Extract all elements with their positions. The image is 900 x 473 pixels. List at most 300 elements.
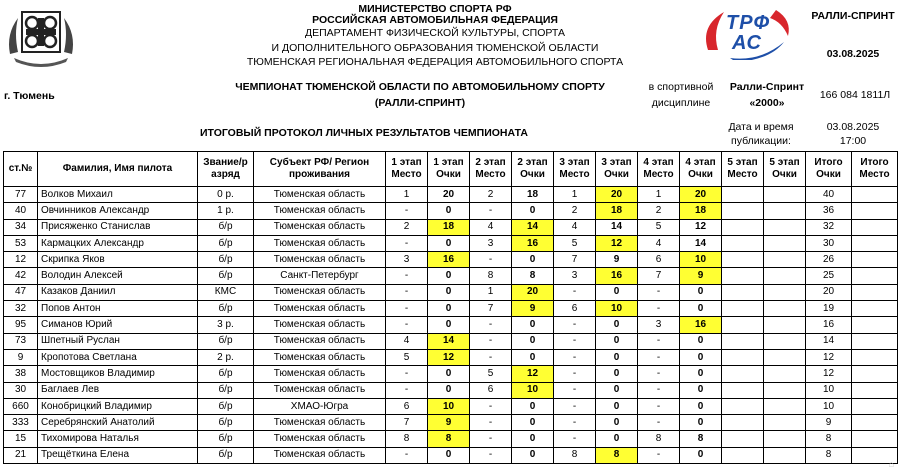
cell-stage3-place: 2 — [554, 203, 596, 219]
discipline-code: 166 084 1811Л — [819, 89, 891, 101]
cell-region: Тюменская область — [254, 333, 386, 349]
cell-stage4-place: 3 — [638, 317, 680, 333]
cell-pilot-name: Кармацких Александр — [38, 235, 198, 251]
cell-stage4-place: 8 — [638, 431, 680, 447]
cell-total-place — [852, 317, 898, 333]
cell-stage3-points: 0 — [596, 333, 638, 349]
table-header-row — [4, 152, 898, 187]
cell-rank: б/р — [198, 268, 254, 284]
cell-stage2-points: 0 — [512, 317, 554, 333]
cell-stage4-place: - — [638, 382, 680, 398]
cell-stage3-points: 0 — [596, 366, 638, 382]
cell-stage4-place: - — [638, 333, 680, 349]
cell-stage4-points: 0 — [680, 366, 722, 382]
col-stage4-points: 4 этап Очки — [680, 152, 722, 187]
cell-stage4-points: 8 — [680, 431, 722, 447]
cell-region: Тюменская область — [254, 317, 386, 333]
cell-stage3-place: - — [554, 398, 596, 414]
cell-stage4-points: 0 — [680, 398, 722, 414]
cell-rank: б/р — [198, 252, 254, 268]
cell-pilot-name: Симанов Юрий — [38, 317, 198, 333]
cell-stage2-points: 18 — [512, 187, 554, 203]
cell-stage4-points: 0 — [680, 284, 722, 300]
cell-stage5-points — [764, 431, 806, 447]
cell-stage4-place: 4 — [638, 235, 680, 251]
logo-text-top: ТРФ — [726, 12, 771, 34]
cell-region: Тюменская область — [254, 349, 386, 365]
cell-start-number: 333 — [4, 415, 38, 431]
watermark: ⌂ — [888, 459, 894, 469]
cell-total-points: 14 — [806, 333, 852, 349]
cell-stage2-points: 0 — [512, 431, 554, 447]
cell-stage2-place: 1 — [470, 284, 512, 300]
cell-stage2-points: 0 — [512, 447, 554, 463]
cell-stage5-place — [722, 187, 764, 203]
cell-region: Тюменская область — [254, 187, 386, 203]
cell-stage5-points — [764, 235, 806, 251]
cell-stage3-points: 0 — [596, 415, 638, 431]
cell-stage2-points: 10 — [512, 382, 554, 398]
cell-stage1-points: 9 — [428, 415, 470, 431]
cell-rank: б/р — [198, 447, 254, 463]
cell-region: Тюменская область — [254, 252, 386, 268]
cell-stage2-place: 6 — [470, 382, 512, 398]
cell-stage3-points: 16 — [596, 268, 638, 284]
cell-stage3-place: 3 — [554, 268, 596, 284]
cell-stage5-place — [722, 203, 764, 219]
cell-pilot-name: Тихомирова Наталья — [38, 431, 198, 447]
cell-rank: 0 р. — [198, 187, 254, 203]
table-row — [4, 382, 898, 398]
cell-stage1-points: 0 — [428, 203, 470, 219]
cell-stage4-place: - — [638, 415, 680, 431]
col-stage5-place: 5 этап Место — [722, 152, 764, 187]
cell-start-number: 34 — [4, 219, 38, 235]
cell-total-points: 16 — [806, 317, 852, 333]
cell-region: Тюменская область — [254, 203, 386, 219]
cell-stage3-place: - — [554, 366, 596, 382]
cell-region: Тюменская область — [254, 366, 386, 382]
cell-pilot-name: Волков Михаил — [38, 187, 198, 203]
cell-stage4-points: 0 — [680, 415, 722, 431]
cell-stage4-points: 18 — [680, 203, 722, 219]
cell-start-number: 12 — [4, 252, 38, 268]
cell-stage4-points: 12 — [680, 219, 722, 235]
cell-start-number: 47 — [4, 284, 38, 300]
cell-start-number: 15 — [4, 431, 38, 447]
cell-stage5-points — [764, 447, 806, 463]
cell-stage2-place: 5 — [470, 366, 512, 382]
cell-stage4-points: 0 — [680, 333, 722, 349]
table-row — [4, 268, 898, 284]
table-row — [4, 301, 898, 317]
cell-stage3-points: 20 — [596, 187, 638, 203]
cell-stage5-points — [764, 382, 806, 398]
cell-stage1-place: - — [386, 366, 428, 382]
cell-stage3-place: - — [554, 284, 596, 300]
table-row — [4, 333, 898, 349]
cell-stage1-points: 18 — [428, 219, 470, 235]
cell-stage5-points — [764, 219, 806, 235]
cell-pilot-name: Серебрянский Анатолий — [38, 415, 198, 431]
cell-stage2-place: - — [470, 333, 512, 349]
cell-total-points: 8 — [806, 447, 852, 463]
cell-pilot-name: Мостовщиков Владимир — [38, 366, 198, 382]
cell-stage1-place: 2 — [386, 219, 428, 235]
cell-stage3-place: 4 — [554, 219, 596, 235]
cell-total-place — [852, 349, 898, 365]
col-stage4-place: 4 этап Место — [638, 152, 680, 187]
cell-stage2-points: 9 — [512, 301, 554, 317]
cell-start-number: 32 — [4, 301, 38, 317]
col-pilot-name: Фамилия, Имя пилота — [38, 152, 198, 187]
cell-stage5-points — [764, 317, 806, 333]
cell-total-place — [852, 219, 898, 235]
cell-stage1-place: - — [386, 317, 428, 333]
cell-stage5-place — [722, 219, 764, 235]
cell-rank: 1 р. — [198, 203, 254, 219]
cell-stage1-place: - — [386, 235, 428, 251]
cell-stage1-points: 0 — [428, 284, 470, 300]
header-regional-federation: ТЮМЕНСКАЯ РЕГИОНАЛЬНАЯ ФЕДЕРАЦИЯ АВТОМОБИЛЬНОГО СПОРТА — [246, 56, 624, 68]
cell-total-place — [852, 366, 898, 382]
cell-stage4-place: - — [638, 447, 680, 463]
col-stage1-place: 1 этап Место — [386, 152, 428, 187]
cell-total-points: 26 — [806, 252, 852, 268]
cell-stage2-place: 8 — [470, 268, 512, 284]
cell-stage3-place: 5 — [554, 235, 596, 251]
cell-pilot-name: Скрипка Яков — [38, 252, 198, 268]
cell-stage3-place: - — [554, 415, 596, 431]
cell-stage2-place: 7 — [470, 301, 512, 317]
cell-stage4-place: 1 — [638, 187, 680, 203]
cell-stage3-points: 0 — [596, 398, 638, 414]
cell-stage1-place: - — [386, 382, 428, 398]
cell-stage1-place: - — [386, 268, 428, 284]
cell-pilot-name: Шпетный Руслан — [38, 333, 198, 349]
cell-stage5-points — [764, 203, 806, 219]
cell-total-place — [852, 431, 898, 447]
cell-total-place — [852, 187, 898, 203]
col-stage3-points: 3 этап Очки — [596, 152, 638, 187]
cell-stage2-place: 2 — [470, 187, 512, 203]
cell-stage4-place: 7 — [638, 268, 680, 284]
cell-stage2-points: 8 — [512, 268, 554, 284]
cell-stage3-points: 10 — [596, 301, 638, 317]
cell-stage5-points — [764, 187, 806, 203]
cell-rank: б/р — [198, 398, 254, 414]
cell-start-number: 38 — [4, 366, 38, 382]
cell-stage5-place — [722, 447, 764, 463]
cell-rank: б/р — [198, 301, 254, 317]
cell-stage5-place — [722, 333, 764, 349]
cell-stage5-place — [722, 317, 764, 333]
cell-region: Тюменская область — [254, 415, 386, 431]
cell-stage3-place: 7 — [554, 252, 596, 268]
cell-stage1-place: 8 — [386, 431, 428, 447]
cell-stage1-place: 5 — [386, 349, 428, 365]
header-ministry: МИНИСТЕРСТВО СПОРТА РФ — [358, 3, 512, 15]
cell-region: Тюменская область — [254, 284, 386, 300]
cell-stage1-place: - — [386, 203, 428, 219]
cell-stage4-place: 2 — [638, 203, 680, 219]
cell-rank: б/р — [198, 382, 254, 398]
cell-region: Тюменская область — [254, 301, 386, 317]
cell-region: Тюменская область — [254, 235, 386, 251]
cell-stage5-place — [722, 366, 764, 382]
cell-stage2-points: 0 — [512, 252, 554, 268]
cell-pilot-name: Баглаев Лев — [38, 382, 198, 398]
cell-total-place — [852, 301, 898, 317]
cell-pilot-name: Попов Антон — [38, 301, 198, 317]
cell-stage2-place: - — [470, 252, 512, 268]
cell-stage1-points: 12 — [428, 349, 470, 365]
cell-stage3-place: 8 — [554, 447, 596, 463]
table-row — [4, 187, 898, 203]
cell-total-points: 30 — [806, 235, 852, 251]
cell-stage2-points: 0 — [512, 333, 554, 349]
cell-total-place — [852, 284, 898, 300]
header-department-1: ДЕПАРТАМЕНТ ФИЗИЧЕСКОЙ КУЛЬТУРЫ, СПОРТА — [305, 27, 565, 39]
cell-stage5-points — [764, 268, 806, 284]
cell-stage2-place: 4 — [470, 219, 512, 235]
cell-total-points: 25 — [806, 268, 852, 284]
cell-rank: б/р — [198, 235, 254, 251]
cell-stage1-points: 10 — [428, 398, 470, 414]
cell-start-number: 9 — [4, 349, 38, 365]
cell-start-number: 95 — [4, 317, 38, 333]
cell-stage5-points — [764, 349, 806, 365]
cell-stage3-place: - — [554, 382, 596, 398]
championship-subtitle: (РАЛЛИ-СПРИНТ) — [374, 97, 466, 109]
col-start-number: ст.№ — [4, 152, 38, 187]
cell-stage5-points — [764, 252, 806, 268]
cell-rank: б/р — [198, 333, 254, 349]
cell-stage3-place: - — [554, 431, 596, 447]
cell-total-place — [852, 252, 898, 268]
cell-stage1-points: 0 — [428, 447, 470, 463]
cell-stage5-place — [722, 415, 764, 431]
publication-date: 03.08.2025 — [826, 121, 880, 133]
cell-total-points: 10 — [806, 382, 852, 398]
cell-pilot-name: Конобрицкий Владимир — [38, 398, 198, 414]
cell-stage2-points: 16 — [512, 235, 554, 251]
cell-rank: 3 р. — [198, 317, 254, 333]
cell-stage2-points: 0 — [512, 203, 554, 219]
cell-stage1-points: 0 — [428, 301, 470, 317]
cell-start-number: 77 — [4, 187, 38, 203]
cell-pilot-name: Кропотова Светлана — [38, 349, 198, 365]
cell-start-number: 42 — [4, 268, 38, 284]
cell-rank: б/р — [198, 219, 254, 235]
championship-title: ЧЕМПИОНАТ ТЮМЕНСКОЙ ОБЛАСТИ ПО АВТОМОБИЛЬНОМУ СПОРТУ — [235, 81, 605, 93]
table-row — [4, 284, 898, 300]
cell-stage5-points — [764, 398, 806, 414]
cell-stage3-place: - — [554, 333, 596, 349]
cell-region: Тюменская область — [254, 447, 386, 463]
cell-total-points: 9 — [806, 415, 852, 431]
cell-total-place — [852, 268, 898, 284]
table-row — [4, 219, 898, 235]
cell-total-points: 32 — [806, 219, 852, 235]
trfas-logo — [700, 6, 794, 60]
cell-start-number: 73 — [4, 333, 38, 349]
table-row — [4, 415, 898, 431]
cell-stage1-place: 6 — [386, 398, 428, 414]
col-total-place: Итого Место — [852, 152, 898, 187]
cell-stage3-points: 0 — [596, 431, 638, 447]
cell-stage2-points: 14 — [512, 219, 554, 235]
table-row — [4, 447, 898, 463]
discipline-value-1: Ралли-Спринт — [729, 81, 805, 93]
discipline-label-1: в спортивной — [648, 81, 714, 93]
discipline-value-2: «2000» — [749, 97, 785, 109]
cell-stage5-place — [722, 284, 764, 300]
cell-stage5-place — [722, 398, 764, 414]
results-table — [3, 151, 898, 464]
event-date: 03.08.2025 — [826, 48, 880, 60]
cell-stage2-place: - — [470, 415, 512, 431]
cell-stage1-place: - — [386, 301, 428, 317]
cell-stage2-place: - — [470, 349, 512, 365]
protocol-title: ИТОГОВЫЙ ПРОТОКОЛ ЛИЧНЫХ РЕЗУЛЬТАТОВ ЧЕМПИОНАТА — [200, 127, 528, 139]
cell-rank: б/р — [198, 366, 254, 382]
cell-region: Тюменская область — [254, 431, 386, 447]
cell-stage2-place: - — [470, 203, 512, 219]
cell-stage1-points: 0 — [428, 317, 470, 333]
cell-stage3-points: 12 — [596, 235, 638, 251]
cell-stage5-place — [722, 349, 764, 365]
cell-stage3-points: 18 — [596, 203, 638, 219]
cell-pilot-name: Казаков Даниил — [38, 284, 198, 300]
cell-pilot-name: Присяженко Станислав — [38, 219, 198, 235]
cell-pilot-name: Володин Алексей — [38, 268, 198, 284]
cell-stage2-points: 0 — [512, 349, 554, 365]
cell-stage3-points: 0 — [596, 349, 638, 365]
cell-stage4-points: 0 — [680, 447, 722, 463]
cell-total-points: 12 — [806, 366, 852, 382]
cell-stage5-points — [764, 366, 806, 382]
cell-stage5-points — [764, 415, 806, 431]
cell-stage2-points: 0 — [512, 415, 554, 431]
discipline-label-2: дисциплине — [651, 97, 711, 109]
cell-total-points: 36 — [806, 203, 852, 219]
cell-stage3-points: 14 — [596, 219, 638, 235]
cell-stage3-points: 8 — [596, 447, 638, 463]
cell-stage4-place: - — [638, 398, 680, 414]
cell-stage4-place: - — [638, 284, 680, 300]
cell-total-points: 12 — [806, 349, 852, 365]
table-row — [4, 252, 898, 268]
cell-rank: КМС — [198, 284, 254, 300]
cell-stage3-place: 1 — [554, 187, 596, 203]
cell-stage4-place: - — [638, 366, 680, 382]
cell-total-place — [852, 382, 898, 398]
cell-stage2-points: 0 — [512, 398, 554, 414]
cell-stage1-points: 16 — [428, 252, 470, 268]
header-department-2: И ДОПОЛНИТЕЛЬНОГО ОБРАЗОВАНИЯ ТЮМЕНСКОЙ ОБЛАСТИ — [271, 42, 599, 54]
cell-stage3-points: 0 — [596, 317, 638, 333]
cell-total-points: 40 — [806, 187, 852, 203]
table-row — [4, 349, 898, 365]
cell-total-points: 20 — [806, 284, 852, 300]
cell-stage1-points: 8 — [428, 431, 470, 447]
cell-total-place — [852, 415, 898, 431]
cell-start-number: 40 — [4, 203, 38, 219]
cell-stage3-points: 9 — [596, 252, 638, 268]
logo-text-bottom: АС — [732, 32, 762, 54]
col-total-points: Итого Очки — [806, 152, 852, 187]
cell-stage4-points: 16 — [680, 317, 722, 333]
cell-stage5-place — [722, 431, 764, 447]
cell-rank: б/р — [198, 431, 254, 447]
cell-stage5-place — [722, 235, 764, 251]
col-rank: Звание/р азряд — [198, 152, 254, 187]
event-type-label: РАЛЛИ-СПРИНТ — [811, 10, 895, 22]
cell-stage2-place: - — [470, 447, 512, 463]
cell-total-points: 10 — [806, 398, 852, 414]
cell-stage2-place: - — [470, 431, 512, 447]
cell-stage4-points: 20 — [680, 187, 722, 203]
cell-stage2-points: 12 — [512, 366, 554, 382]
cell-total-points: 19 — [806, 301, 852, 317]
cell-total-place — [852, 333, 898, 349]
cell-pilot-name: Трещёткина Елена — [38, 447, 198, 463]
table-row — [4, 317, 898, 333]
cell-stage1-place: - — [386, 447, 428, 463]
cell-rank: 2 р. — [198, 349, 254, 365]
city-label: г. Тюмень — [4, 90, 55, 102]
cell-stage5-points — [764, 301, 806, 317]
cell-stage1-points: 0 — [428, 268, 470, 284]
col-stage1-points: 1 этап Очки — [428, 152, 470, 187]
table-body — [4, 187, 898, 464]
cell-region: Тюменская область — [254, 382, 386, 398]
cell-stage1-place: 7 — [386, 415, 428, 431]
cell-rank: б/р — [198, 415, 254, 431]
publication-label-2: публикации: — [731, 135, 791, 147]
cell-stage5-points — [764, 333, 806, 349]
publication-label-1: Дата и время — [728, 121, 794, 133]
cell-start-number: 53 — [4, 235, 38, 251]
col-stage3-place: 3 этап Место — [554, 152, 596, 187]
cell-start-number: 21 — [4, 447, 38, 463]
cell-stage3-place: - — [554, 349, 596, 365]
cell-stage4-points: 9 — [680, 268, 722, 284]
cell-stage4-place: 5 — [638, 219, 680, 235]
cell-region: ХМАО-Югра — [254, 398, 386, 414]
cell-start-number: 660 — [4, 398, 38, 414]
cell-stage1-points: 20 — [428, 187, 470, 203]
federation-emblem-icon — [4, 4, 78, 68]
cell-stage1-points: 0 — [428, 235, 470, 251]
col-stage2-place: 2 этап Место — [470, 152, 512, 187]
cell-stage2-place: - — [470, 398, 512, 414]
cell-stage4-place: 6 — [638, 252, 680, 268]
cell-stage3-place: - — [554, 317, 596, 333]
cell-stage4-points: 10 — [680, 252, 722, 268]
cell-stage1-place: 3 — [386, 252, 428, 268]
table-row — [4, 366, 898, 382]
cell-stage3-points: 0 — [596, 284, 638, 300]
cell-stage2-place: 3 — [470, 235, 512, 251]
cell-stage5-place — [722, 301, 764, 317]
cell-stage5-place — [722, 268, 764, 284]
cell-region: Санкт-Петербург — [254, 268, 386, 284]
cell-total-place — [852, 203, 898, 219]
cell-stage1-points: 0 — [428, 382, 470, 398]
cell-stage1-place: - — [386, 284, 428, 300]
